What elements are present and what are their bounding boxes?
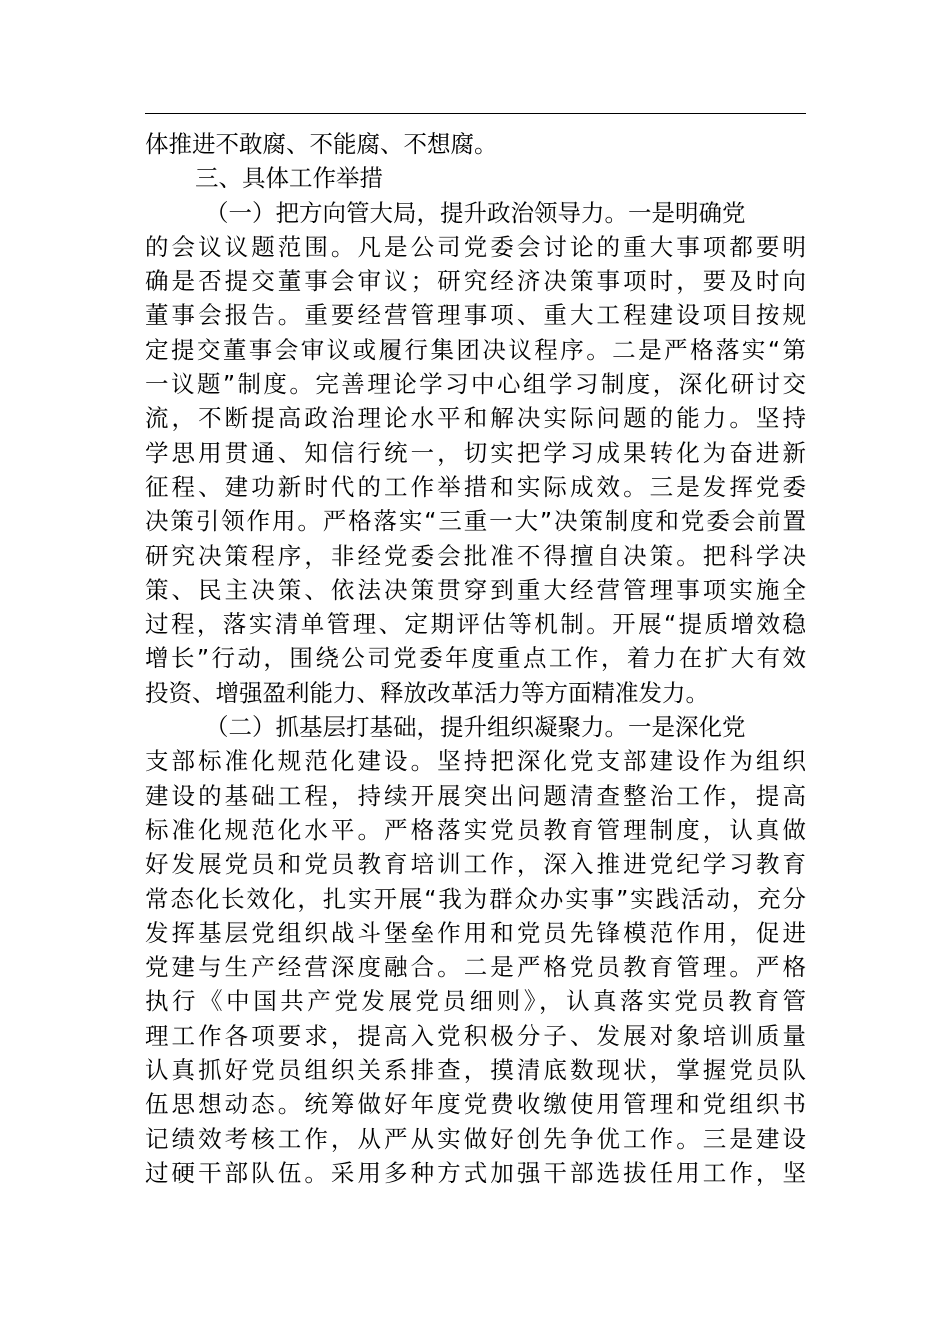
paragraph-text: 建设的基础工程，持续开展突出问题清查整治工作，提高 — [145, 781, 806, 810]
text-line — [0, 298, 950, 332]
paragraph-text: 董事会报告。重要经营管理事项、重大工程建设项目按规 — [145, 301, 806, 330]
text-line — [0, 539, 950, 573]
text-line — [0, 127, 950, 161]
text-line — [0, 847, 950, 881]
paragraph-text: 征程、建功新时代的工作举措和实际成效。三是发挥党委 — [145, 472, 806, 501]
text-line — [0, 367, 950, 401]
paragraph-text: 策、民主决策、依法决策贯穿到重大经营管理事项实施全 — [145, 575, 806, 604]
text-line — [0, 333, 950, 367]
paragraph-text: 伍思想动态。统筹做好年度党费收缴使用管理和党组织书 — [145, 1090, 806, 1119]
paragraph-text: 研究决策程序，非经党委会批准不得擅自决策。把科学决 — [145, 541, 806, 570]
text-line — [0, 504, 950, 538]
paragraph-text: 过程，落实清单管理、定期评估等机制。开展“提质增效稳 — [145, 610, 806, 639]
text-line — [0, 196, 950, 230]
text-line — [0, 641, 950, 675]
text-line — [0, 882, 950, 916]
text-line — [0, 916, 950, 950]
header-rule — [145, 113, 806, 114]
text-line — [0, 950, 950, 984]
paragraph-text: 常态化长效化，扎实开展“我为群众办实事”实践活动，充分 — [145, 884, 806, 913]
text-line — [0, 230, 950, 264]
paragraph-text: 的会议议题范围。凡是公司党委会讨论的重大事项都要明 — [145, 232, 806, 261]
paragraph-text: 一议题”制度。完善理论学习中心组学习制度，深化研讨交 — [145, 370, 806, 399]
paragraph-text: 好发展党员和党员教育培训工作，深入推进党纪学习教育 — [145, 850, 806, 879]
paragraph-text: 增长”行动，围绕公司党委年度重点工作，着力在扩大有效 — [145, 644, 806, 673]
paragraph-text: 发挥基层党组织战斗堡垒作用和党员先锋模范作用，促进 — [145, 918, 806, 947]
text-line — [0, 813, 950, 847]
document-body — [0, 127, 950, 1190]
paragraph-text: 确是否提交董事会审议；研究经济决策事项时，要及时向 — [145, 267, 806, 296]
text-line — [0, 264, 950, 298]
paragraph-text: 定提交董事会审议或履行集团决议程序。二是严格落实“第 — [145, 335, 806, 364]
paragraph-text: 记绩效考核工作，从严从实做好创先争优工作。三是建设 — [145, 1124, 806, 1153]
paragraph-text: 理工作各项要求，提高入党积极分子、发展对象培训质量 — [145, 1021, 806, 1050]
text-line — [0, 779, 950, 813]
paragraph-text: （一）把方向管大局，提升政治领导力。一是明确党 — [205, 198, 746, 227]
text-line — [0, 1122, 950, 1156]
text-line — [0, 676, 950, 710]
paragraph-text: 流，不断提高政治理论水平和解决实际问题的能力。坚持 — [145, 404, 806, 433]
text-line — [0, 401, 950, 435]
text-line — [0, 984, 950, 1018]
paragraph-text: （二）抓基层打基础，提升组织凝聚力。一是深化党 — [205, 713, 746, 742]
text-line — [0, 744, 950, 778]
text-line — [0, 607, 950, 641]
paragraph-text: 投资、增强盈利能力、释放改革活力等方面精准发力。 — [145, 678, 709, 707]
section-heading: 三、具体工作举措 — [195, 164, 383, 193]
paragraph-text: 党建与生产经营深度融合。二是严格党员教育管理。严格 — [145, 953, 806, 982]
paragraph-text: 体推进不敢腐、不能腐、不想腐。 — [145, 130, 498, 158]
paragraph-text: 过硬干部队伍。采用多种方式加强干部选拔任用工作，坚 — [145, 1158, 806, 1187]
paragraph-text: 执行《中国共产党发展党员细则》，认真落实党员教育管 — [145, 987, 806, 1016]
text-line — [0, 1156, 950, 1190]
text-line — [0, 1087, 950, 1121]
text-line — [0, 1019, 950, 1053]
paragraph-text: 决策引领作用。严格落实“三重一大”决策制度和党委会前置 — [145, 507, 806, 536]
text-line — [0, 161, 950, 195]
text-line — [0, 1053, 950, 1087]
text-line — [0, 573, 950, 607]
text-line — [0, 710, 950, 744]
paragraph-text: 支部标准化规范化建设。坚持把深化党支部建设作为组织 — [145, 747, 806, 776]
text-line — [0, 436, 950, 470]
paragraph-text: 认真抓好党员组织关系排查，摸清底数现状，掌握党员队 — [145, 1056, 806, 1085]
text-line — [0, 470, 950, 504]
paragraph-text: 标准化规范化水平。严格落实党员教育管理制度，认真做 — [145, 815, 806, 844]
paragraph-text: 学思用贯通、知信行统一，切实把学习成果转化为奋进新 — [145, 438, 806, 467]
